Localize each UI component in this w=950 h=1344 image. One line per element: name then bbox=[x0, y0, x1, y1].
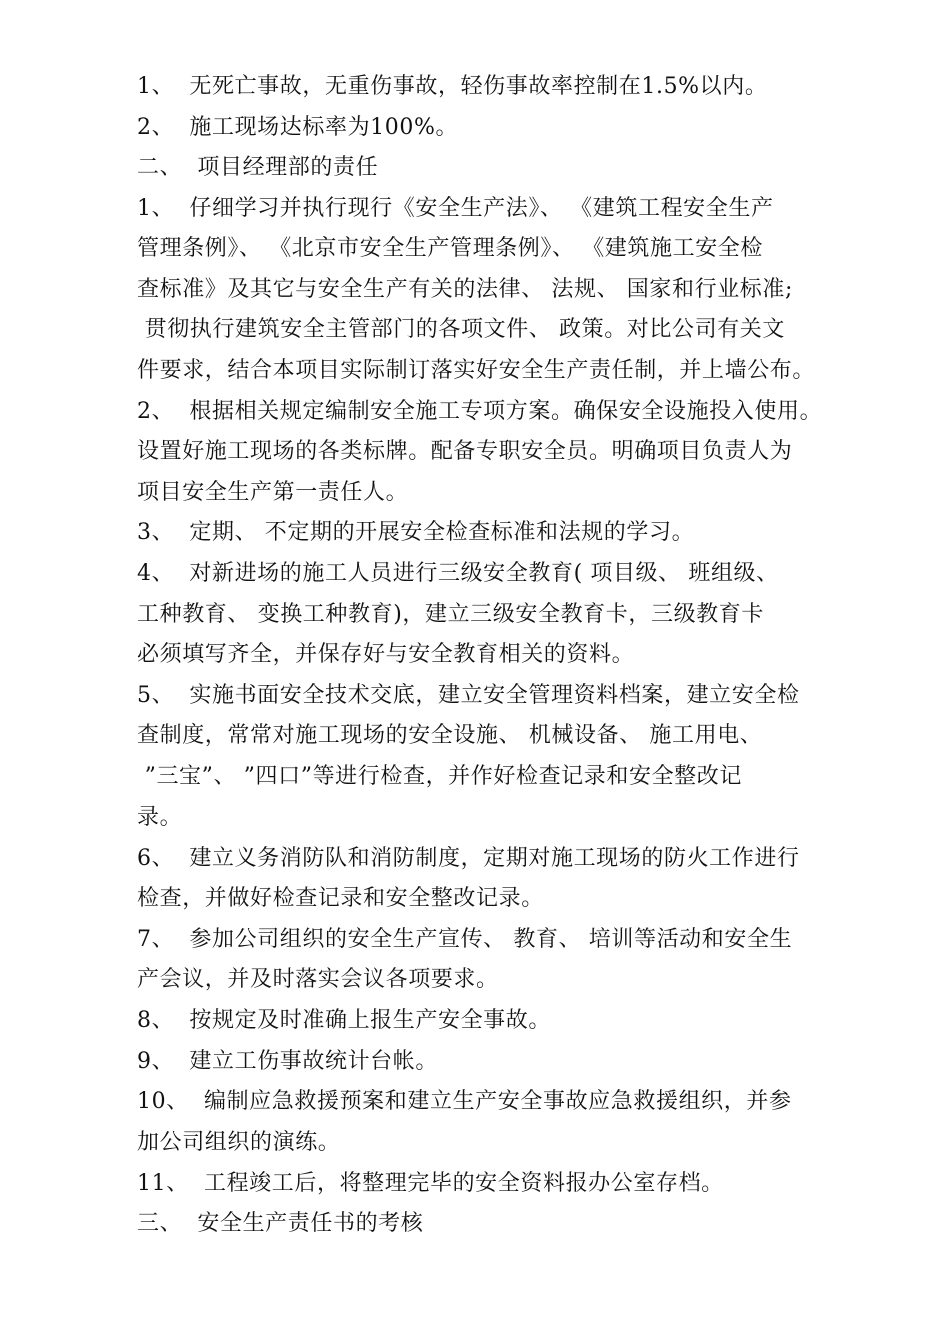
text-line: 设置好施工现场的各类标牌。配备专职安全员。明确项目负责人为 bbox=[137, 439, 793, 464]
text-line: ”三宝”、 ”四口”等进行检查，并作好检查记录和安全整改记 bbox=[137, 764, 742, 789]
text-line: 加公司组织的演练。 bbox=[137, 1130, 341, 1155]
text-line: 贯彻执行建筑安全主管部门的各项文件、 政策。对比公司有关文 bbox=[137, 317, 785, 342]
text-line: 录。 bbox=[137, 805, 183, 830]
text-line: 查标准》及其它与安全生产有关的法律、 法规、 国家和行业标准; bbox=[137, 277, 794, 302]
text-line: 6、 建立义务消防队和消防制度，定期对施工现场的防火工作进行 bbox=[137, 846, 800, 871]
text-line: 4、 对新进场的施工人员进行三级安全教育( 项目级、 班组级、 bbox=[137, 561, 779, 586]
text-line: 工种教育、 变换工种教育)，建立三级安全教育卡，三级教育卡 bbox=[137, 602, 764, 627]
text-line: 3、 定期、 不定期的开展安全检查标准和法规的学习。 bbox=[137, 520, 695, 545]
text-line: 7、 参加公司组织的安全生产宣传、 教育、 培训等活动和安全生 bbox=[137, 927, 793, 952]
text-line: 件要求，结合本项目实际制订落实好安全生产责任制，并上墙公布。 bbox=[137, 358, 816, 383]
section-heading: 二、 项目经理部的责任 bbox=[137, 155, 379, 180]
text-line: 项目安全生产第一责任人。 bbox=[137, 480, 409, 505]
text-line: 2、 根据相关规定编制安全施工专项方案。确保安全设施投入使用。 bbox=[137, 399, 823, 424]
text-line: 11、 工程竣工后，将整理完毕的安全资料报办公室存档。 bbox=[137, 1171, 724, 1196]
section-heading: 三、 安全生产责任书的考核 bbox=[137, 1211, 424, 1236]
text-line: 2、 施工现场达标率为100%。 bbox=[137, 115, 459, 140]
text-line: 5、 实施书面安全技术交底，建立安全管理资料档案，建立安全检 bbox=[137, 683, 800, 708]
text-line: 检查，并做好检查记录和安全整改记录。 bbox=[137, 886, 544, 911]
text-line: 1、 仔细学习并执行现行《安全生产法》、 《建筑工程安全生产 bbox=[137, 196, 774, 221]
text-line: 1、 无死亡事故，无重伤事故，轻伤事故率控制在1.5%以内。 bbox=[137, 74, 768, 99]
text-line: 10、 编制应急救援预案和建立生产安全事故应急救援组织，并参 bbox=[137, 1089, 792, 1114]
text-line: 产会议，并及时落实会议各项要求。 bbox=[137, 967, 499, 992]
text-line: 必须填写齐全，并保存好与安全教育相关的资料。 bbox=[137, 642, 635, 667]
text-line: 查制度，常常对施工现场的安全设施、 机械设备、 施工用电、 bbox=[137, 723, 763, 748]
text-line: 9、 建立工伤事故统计台帐。 bbox=[137, 1049, 438, 1074]
text-line: 8、 按规定及时准确上报生产安全事故。 bbox=[137, 1008, 551, 1033]
text-line: 管理条例》、 《北京市安全生产管理条例》、 《建筑施工安全检 bbox=[137, 236, 763, 261]
